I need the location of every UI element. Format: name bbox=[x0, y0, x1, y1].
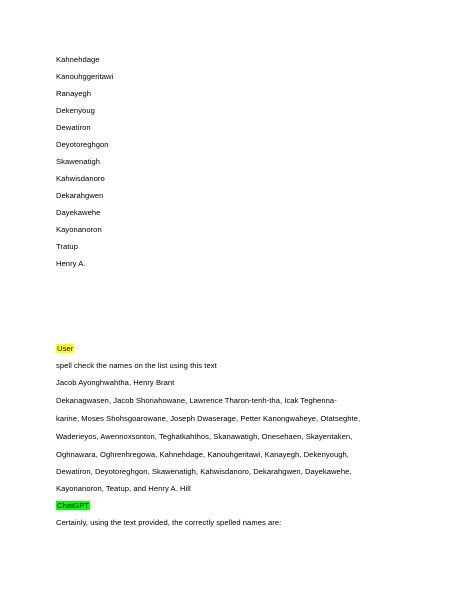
name-item: Dekarahgwen bbox=[56, 191, 104, 200]
user-request: spell check the names on the list using this text bbox=[56, 361, 217, 370]
name-item: Kayonanoron bbox=[56, 225, 102, 234]
assistant-label: ChatGPT bbox=[57, 501, 90, 510]
source-text-line: Kayonanoron, Teatup, and Henry A. Hill bbox=[56, 484, 191, 493]
name-item: Kahwisdanoro bbox=[56, 174, 105, 183]
source-text-line: karine, Moses Shohsgoarowane, Joseph Dwaserage, Petter Kanongwaheye, Otatseghte, bbox=[56, 414, 361, 423]
name-item: Tratup bbox=[56, 242, 78, 251]
assistant-reply: Certainly, using the text provided, the correctly spelled names are: bbox=[56, 518, 282, 527]
name-item: Ranayegh bbox=[56, 89, 92, 98]
name-item: Deyotoreghgon bbox=[56, 140, 109, 149]
source-text-line: Oghnawara, Oghrenhregowa, Kahnehdage, Kanouhgeritawi, Kanayegh, Dekenyough, bbox=[56, 450, 349, 459]
source-text-line: Dewatiron, Deyotoreghgon, Skawenatigh, Kahwisdanoro, Dekarahgwen, Dayekawehe, bbox=[56, 467, 352, 476]
source-text-line: Dekanagwasen, Jacob Shoriahowane, Lawrence Tharon-tenh-tha, Icak Teghenna- bbox=[56, 396, 337, 405]
name-item: Kanouhggeritawi bbox=[56, 72, 114, 81]
user-label: User bbox=[57, 344, 74, 353]
name-item: Kahnehdage bbox=[56, 55, 100, 64]
name-item: Henry A. bbox=[56, 259, 86, 268]
user-label-line bbox=[56, 344, 74, 354]
name-item: Skawenatigh bbox=[56, 157, 101, 166]
name-item: Dayekawehe bbox=[56, 208, 101, 217]
name-item: Dewatiron bbox=[56, 123, 91, 132]
source-text-line: Jacob Ayonghwahtha, Henry Brant bbox=[56, 378, 175, 387]
assistant-label-line bbox=[56, 501, 90, 511]
source-text-line: Waderieyos, Awennoxsonton, Teghatkahthos, Skanawatigh, Onesehaen, Skayentaken, bbox=[56, 432, 353, 441]
name-item: Dekenyoug bbox=[56, 106, 95, 115]
